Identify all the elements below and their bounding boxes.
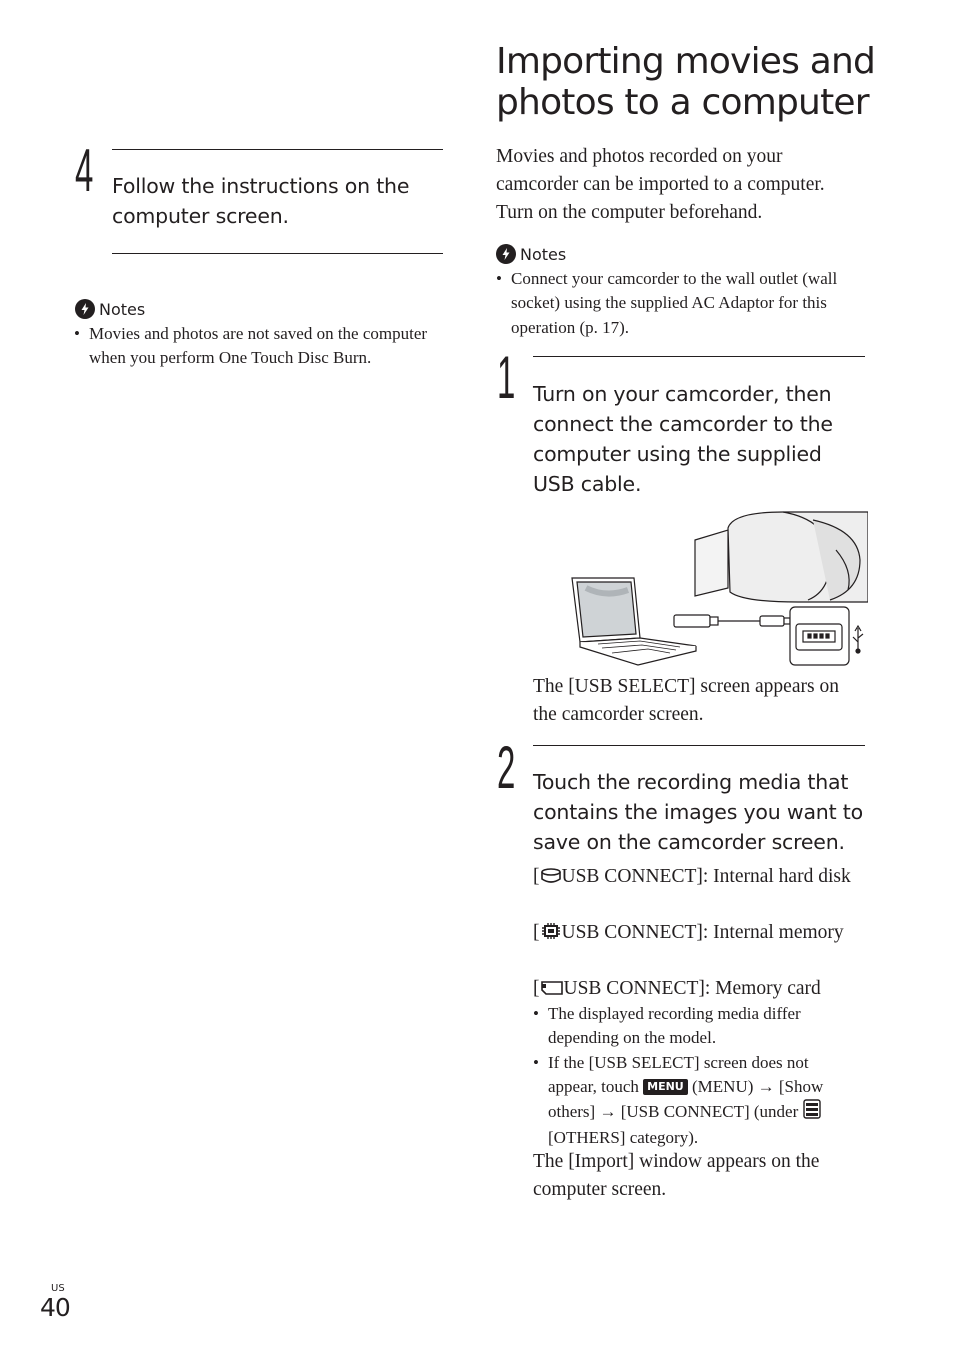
page-number: 40 bbox=[40, 1293, 70, 1322]
option1-text: USB CONNECT]: Internal hard disk bbox=[561, 866, 851, 887]
caution-icon bbox=[75, 299, 95, 319]
option1-bracket: [ bbox=[533, 866, 540, 887]
step2-bullet-2: • If the [USB SELECT] screen does not appear, touch MENU (MENU) → [Show others] → [USB CONNECT] (under [OTHERS] category). bbox=[533, 1051, 851, 1151]
step4-bottom-rule bbox=[112, 253, 443, 254]
step1-title: Turn on your camcorder, then connect the camcorder to the computer using the supplied USB cable. bbox=[533, 382, 833, 496]
step2-top-rule bbox=[533, 745, 865, 746]
step1-top-rule bbox=[533, 356, 865, 357]
right-notes-label: Notes bbox=[520, 244, 567, 264]
option2-bracket: [ bbox=[533, 922, 540, 943]
option3-bracket: [ bbox=[533, 978, 540, 999]
step2-result: The [Import] window appears on the computer screen. bbox=[533, 1151, 820, 1200]
right-notes-heading bbox=[496, 244, 566, 264]
left-notes-label: Notes bbox=[99, 299, 146, 319]
step4-number: 4 bbox=[75, 137, 94, 204]
usb-symbol-icon bbox=[853, 626, 863, 653]
step2-title: Touch the recording media that contains the images you want to save on the camcorder screen. bbox=[533, 770, 863, 854]
step1-result: The [USB SELECT] screen appears on the camcorder screen. bbox=[533, 676, 839, 725]
step4-title: Follow the instructions on the computer screen. bbox=[112, 174, 410, 228]
usb-connection-illustration bbox=[568, 510, 868, 670]
others-category-icon bbox=[803, 1099, 821, 1126]
arrow-icon: → bbox=[757, 1076, 775, 1096]
step4-top-rule bbox=[112, 149, 443, 150]
usb-cable bbox=[674, 615, 794, 627]
left-note-item: • Movies and photos are not saved on the computer when you perform One Touch Disc Burn. bbox=[74, 322, 439, 371]
page-title: Importing movies and photos to a computer bbox=[496, 41, 876, 123]
internal-memory-icon bbox=[540, 921, 562, 949]
media-option-internal-hard-disk bbox=[533, 863, 863, 893]
media-option-memory-card bbox=[533, 975, 863, 1005]
right-notes-list bbox=[496, 267, 868, 340]
region-code: US bbox=[51, 1283, 65, 1294]
arrow-icon: → bbox=[599, 1102, 617, 1122]
memory-card-icon bbox=[540, 977, 564, 1005]
camcorder-icon bbox=[695, 512, 868, 665]
right-note-item: • Connect your camcorder to the wall outlet (wall socket) using the supplied AC Adaptor for this operation (p. 17). bbox=[496, 267, 868, 340]
caution-icon bbox=[496, 244, 516, 264]
step2-bullet-1: • The displayed recording media differ depending on the model. bbox=[533, 1002, 851, 1051]
left-notes-heading bbox=[75, 299, 145, 319]
media-option-internal-memory bbox=[533, 919, 863, 949]
step2-number: 2 bbox=[497, 734, 516, 801]
option2-text: USB CONNECT]: Internal memory bbox=[561, 922, 844, 943]
option3-text: USB CONNECT]: Memory card bbox=[563, 978, 821, 999]
left-notes-list bbox=[74, 322, 439, 371]
step2-bullets bbox=[533, 1002, 851, 1151]
intro-paragraph: Movies and photos recorded on your camcorder can be imported to a computer. Turn on the computer beforehand. bbox=[496, 146, 825, 223]
menu-button-icon: MENU bbox=[643, 1079, 688, 1095]
step1-number: 1 bbox=[497, 344, 516, 411]
hard-disk-icon bbox=[540, 865, 562, 893]
